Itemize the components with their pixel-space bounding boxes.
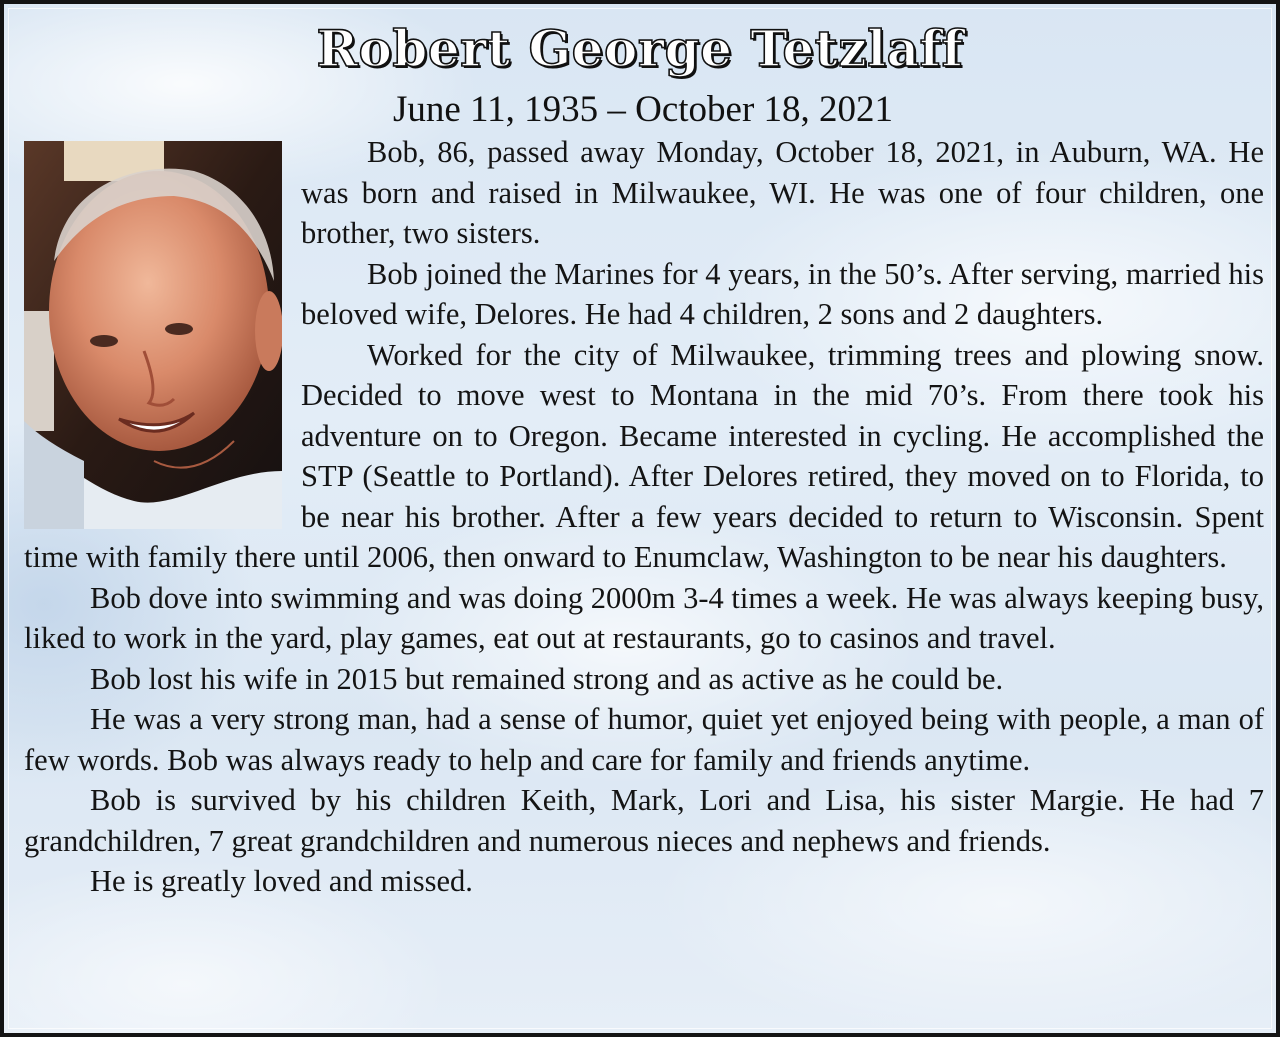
obituary-body (24, 132, 1264, 902)
paragraph-7: Bob is survived by his children Keith, Mark, Lori and Lisa, his sister Margie. He had 7 grandchildren, 7 great grandchildren and numerous nieces and nephews and friends. (24, 783, 1264, 858)
paragraph-3: Worked for the city of Milwaukee, trimming trees and plowing snow. Decided to move west to Montana in the mid 70’s. From there took his adventure on to Oregon. Became interested in cycling. He accomplished the STP (Seattle to Portland). After Delores retired, they moved on to Florida, to be near his brother. After a few years decided to return to Wisconsin. Spent time with family there until 2006, then onward to Enumclaw, Washington to be near his daughters. (24, 337, 1264, 574)
paragraph-5: Bob lost his wife in 2015 but remained strong and as active as he could be. (90, 661, 1004, 696)
paragraph-6: He was a very strong man, had a sense of humor, quiet yet enjoyed being with people, a man of few words. Bob was always ready to help and care for family and friends anytime. (24, 702, 1264, 777)
life-dates: June 11, 1935 – October 18, 2021 (392, 89, 894, 130)
paragraph-8: He is greatly loved and missed. (90, 864, 473, 898)
obituary-name-heading: Robert George Tetzlaff (316, 19, 964, 78)
photo-float-spacer (24, 132, 301, 535)
paragraph-4: Bob dove into swimming and was doing 2000m 3-4 times a week. He was always keeping busy, liked to work in the yard, play games, eat out at restaurants, go to casinos and travel. (24, 580, 1264, 655)
paragraph-2: Bob joined the Marines for 4 years, in the 50’s. After serving, married his beloved wife, Delores. He had 4 children, 2 sons and 2 daughters. (301, 256, 1264, 331)
paragraph-1: Bob, 86, passed away Monday, October 18, 2021, in Auburn, WA. He was born and raised in Milwaukee, WI. He was one of four children, one brother, two sisters. (301, 135, 1264, 250)
